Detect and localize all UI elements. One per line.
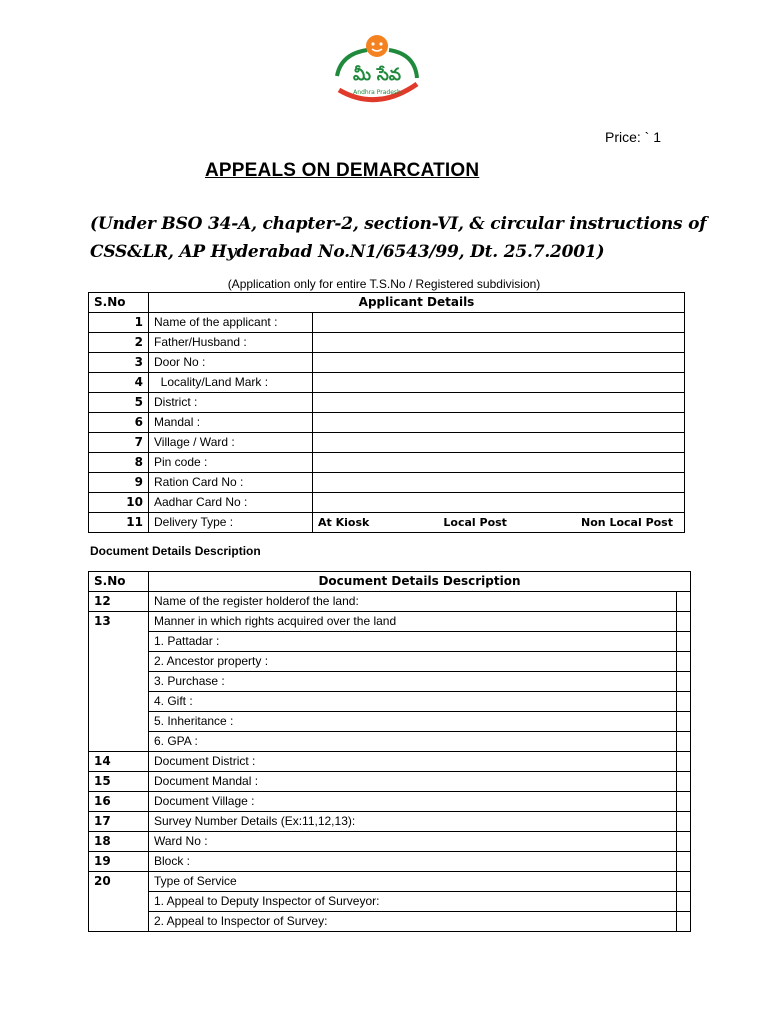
row-sno: 15 bbox=[89, 772, 149, 792]
row-value-field[interactable] bbox=[313, 353, 685, 373]
logo-graphic bbox=[331, 32, 423, 110]
row-value-field[interactable] bbox=[677, 692, 691, 712]
row-sno: 2 bbox=[89, 333, 149, 353]
row-sno: 3 bbox=[89, 353, 149, 373]
row-value-field[interactable] bbox=[677, 632, 691, 652]
table-row bbox=[89, 493, 685, 513]
row-value-field[interactable] bbox=[313, 413, 685, 433]
row-value-field[interactable] bbox=[677, 612, 691, 632]
table-row bbox=[89, 812, 691, 832]
row-label: Manner in which rights acquired over the land bbox=[149, 612, 677, 632]
table-row bbox=[89, 313, 685, 333]
row-sno: 16 bbox=[89, 792, 149, 812]
page-title: APPEALS ON DEMARCATION bbox=[205, 160, 480, 181]
row-sno bbox=[89, 912, 149, 932]
table-row bbox=[89, 892, 691, 912]
document-section-title: Document Details Description bbox=[90, 544, 261, 558]
row-value-field[interactable] bbox=[677, 772, 691, 792]
row-value-field[interactable] bbox=[313, 393, 685, 413]
table-row bbox=[89, 413, 685, 433]
row-label: 1. Pattadar : bbox=[149, 632, 677, 652]
table-row bbox=[89, 433, 685, 453]
table-row bbox=[89, 852, 691, 872]
row-sno: 20 bbox=[89, 872, 149, 892]
table-row bbox=[89, 912, 691, 932]
row-label: 1. Appeal to Deputy Inspector of Surveyor: bbox=[149, 892, 677, 912]
table-row bbox=[89, 612, 691, 632]
row-sno bbox=[89, 732, 149, 752]
row-sno: 19 bbox=[89, 852, 149, 872]
delivery-option[interactable]: Non Local Post bbox=[581, 516, 673, 529]
row-label: 3. Purchase : bbox=[149, 672, 677, 692]
row-value-field[interactable] bbox=[313, 453, 685, 473]
delivery-option[interactable]: At Kiosk bbox=[318, 516, 370, 529]
logo-tagline: Andhra Pradesh bbox=[353, 89, 401, 96]
row-sno: 9 bbox=[89, 473, 149, 493]
header-document-details: Document Details Description bbox=[149, 572, 691, 592]
row-sno: 5 bbox=[89, 393, 149, 413]
row-sno bbox=[89, 892, 149, 912]
meeseva-logo bbox=[331, 32, 423, 110]
row-sno bbox=[89, 632, 149, 652]
table-row bbox=[89, 752, 691, 772]
row-label: Type of Service bbox=[149, 872, 677, 892]
table-row bbox=[89, 333, 685, 353]
row-label: Delivery Type : bbox=[149, 513, 313, 533]
row-sno bbox=[89, 712, 149, 732]
table-row bbox=[89, 513, 685, 533]
row-value-field[interactable] bbox=[313, 333, 685, 353]
table-row bbox=[89, 772, 691, 792]
row-sno: 1 bbox=[89, 313, 149, 333]
row-label: Survey Number Details (Ex:11,12,13): bbox=[149, 812, 677, 832]
row-value-field[interactable] bbox=[677, 812, 691, 832]
row-label: District : bbox=[149, 393, 313, 413]
header-applicant-details: Applicant Details bbox=[149, 293, 685, 313]
table-row bbox=[89, 872, 691, 892]
table-row bbox=[89, 712, 691, 732]
table-row bbox=[89, 732, 691, 752]
table-header-row bbox=[89, 293, 685, 313]
row-sno: 8 bbox=[89, 453, 149, 473]
row-label: Aadhar Card No : bbox=[149, 493, 313, 513]
price-label: Price: ` 1 bbox=[605, 129, 662, 145]
row-label: Ward No : bbox=[149, 832, 677, 852]
row-label: Locality/Land Mark : bbox=[149, 373, 313, 393]
header-sno: S.No bbox=[89, 572, 149, 592]
row-sno: 7 bbox=[89, 433, 149, 453]
row-sno: 11 bbox=[89, 513, 149, 533]
table-header-row bbox=[89, 572, 691, 592]
row-value-field[interactable] bbox=[313, 473, 685, 493]
table-row bbox=[89, 632, 691, 652]
applicant-details-table bbox=[88, 292, 685, 533]
row-sno bbox=[89, 652, 149, 672]
table-row bbox=[89, 832, 691, 852]
row-value-field[interactable] bbox=[677, 892, 691, 912]
row-value-field bbox=[313, 513, 685, 533]
row-value-field[interactable] bbox=[677, 712, 691, 732]
row-sno: 17 bbox=[89, 812, 149, 832]
table-row bbox=[89, 792, 691, 812]
row-value-field[interactable] bbox=[313, 433, 685, 453]
row-sno bbox=[89, 672, 149, 692]
row-value-field[interactable] bbox=[677, 752, 691, 772]
table-row bbox=[89, 652, 691, 672]
row-sno: 4 bbox=[89, 373, 149, 393]
row-sno: 10 bbox=[89, 493, 149, 513]
row-value-field[interactable] bbox=[677, 832, 691, 852]
row-label: 2. Appeal to Inspector of Survey: bbox=[149, 912, 677, 932]
row-label: Document Mandal : bbox=[149, 772, 677, 792]
delivery-options bbox=[318, 513, 679, 532]
row-label: Father/Husband : bbox=[149, 333, 313, 353]
row-label: 4. Gift : bbox=[149, 692, 677, 712]
table-row bbox=[89, 393, 685, 413]
row-label: Block : bbox=[149, 852, 677, 872]
row-label: Mandal : bbox=[149, 413, 313, 433]
row-value-field[interactable] bbox=[677, 732, 691, 752]
row-value-field[interactable] bbox=[677, 912, 691, 932]
logo-text: మీ సేవ bbox=[353, 65, 401, 85]
row-value-field[interactable] bbox=[313, 493, 685, 513]
row-label: 5. Inheritance : bbox=[149, 712, 677, 732]
row-label: Name of the register holderof the land: bbox=[149, 592, 677, 612]
row-value-field[interactable] bbox=[677, 792, 691, 812]
table-row bbox=[89, 473, 685, 493]
row-value-field[interactable] bbox=[677, 652, 691, 672]
table-row bbox=[89, 692, 691, 712]
delivery-option[interactable]: Local Post bbox=[443, 516, 507, 529]
header-sno: S.No bbox=[89, 293, 149, 313]
row-value-field[interactable] bbox=[677, 672, 691, 692]
row-label: 2. Ancestor property : bbox=[149, 652, 677, 672]
row-value-field[interactable] bbox=[677, 872, 691, 892]
page-subtitle: (Under BSO 34-A, chapter-2, section-VI, & circular instructions of CSS&LR, AP Hyderabad No.N1/6543/99, Dt. 25.7.2001) bbox=[90, 214, 707, 262]
row-value-field[interactable] bbox=[677, 592, 691, 612]
row-sno: 18 bbox=[89, 832, 149, 852]
table-row bbox=[89, 353, 685, 373]
row-sno: 6 bbox=[89, 413, 149, 433]
row-sno: 13 bbox=[89, 612, 149, 632]
row-label: Document District : bbox=[149, 752, 677, 772]
row-sno: 12 bbox=[89, 592, 149, 612]
row-label: Village / Ward : bbox=[149, 433, 313, 453]
table-row bbox=[89, 672, 691, 692]
document-details-table bbox=[88, 571, 691, 932]
row-value-field[interactable] bbox=[313, 313, 685, 333]
row-sno bbox=[89, 692, 149, 712]
row-label: Name of the applicant : bbox=[149, 313, 313, 333]
row-value-field[interactable] bbox=[677, 852, 691, 872]
application-note: (Application only for entire T.S.No / Registered subdivision) bbox=[227, 277, 541, 291]
row-label: Document Village : bbox=[149, 792, 677, 812]
table-row bbox=[89, 592, 691, 612]
row-label: Door No : bbox=[149, 353, 313, 373]
row-sno: 14 bbox=[89, 752, 149, 772]
row-value-field[interactable] bbox=[313, 373, 685, 393]
table-row bbox=[89, 453, 685, 473]
row-label: Ration Card No : bbox=[149, 473, 313, 493]
row-label: 6. GPA : bbox=[149, 732, 677, 752]
row-label: Pin code : bbox=[149, 453, 313, 473]
table-row bbox=[89, 373, 685, 393]
